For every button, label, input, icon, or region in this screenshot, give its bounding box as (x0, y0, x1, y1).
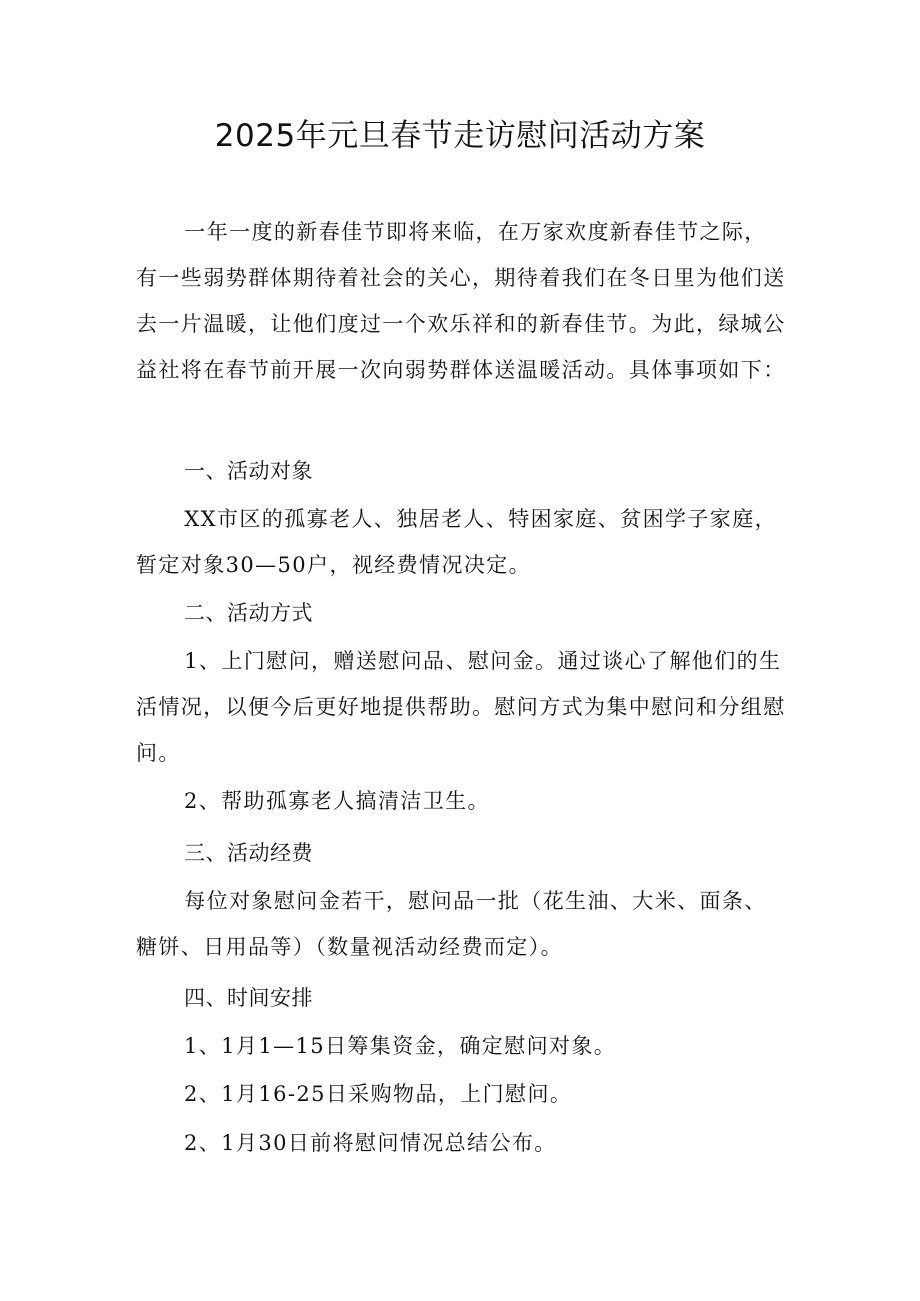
section-item-schedule-3: 2、1月30日前将慰问情况总结公布。 (184, 1131, 557, 1155)
section-heading-methods: 二、活动方式 (184, 601, 313, 625)
section-item-methods-2: 2、帮助孤寡老人搞清洁卫生。 (184, 789, 490, 813)
section-item-schedule-1: 1、1月1—15日筹集资金，确定慰问对象。 (184, 1034, 617, 1058)
section-item-schedule-2: 2、1月16-25日采购物品，上门慰问。 (184, 1082, 573, 1106)
section-heading-funding: 三、活动经费 (184, 841, 313, 865)
section-body-funding: 每位对象慰问金若干，慰问品一批（花生油、大米、面条、糖饼、日用品等）（数量视活动经费而定）。 (136, 889, 767, 959)
section-heading-targets: 一、活动对象 (184, 459, 313, 483)
document-title: 2025年元旦春节走访慰问活动方案 (214, 118, 706, 154)
section-item-methods-1: 1、上门慰问，赠送慰问品、慰问金。通过谈心了解他们的生活情况，以便今后更好地提供帮助。慰问方式为集中慰问和分组慰问。 (136, 649, 786, 765)
intro-paragraph: 一年一度的新春佳节即将来临，在万家欢度新春佳节之际，有一些弱势群体期待着社会的关心，期待着我们在冬日里为他们送去一片温暖，让他们度过一个欢乐祥和的新春佳节。为此，绿城公益社将在春节前开展一次向弱势群体送温暖活动。具体事项如下： (136, 220, 786, 382)
section-heading-schedule: 四、时间安排 (184, 986, 313, 1010)
section-body-targets: XX市区的孤寡老人、独居老人、特困家庭、贫困学子家庭，暂定对象30—50户，视经费情况决定。 (136, 507, 777, 577)
